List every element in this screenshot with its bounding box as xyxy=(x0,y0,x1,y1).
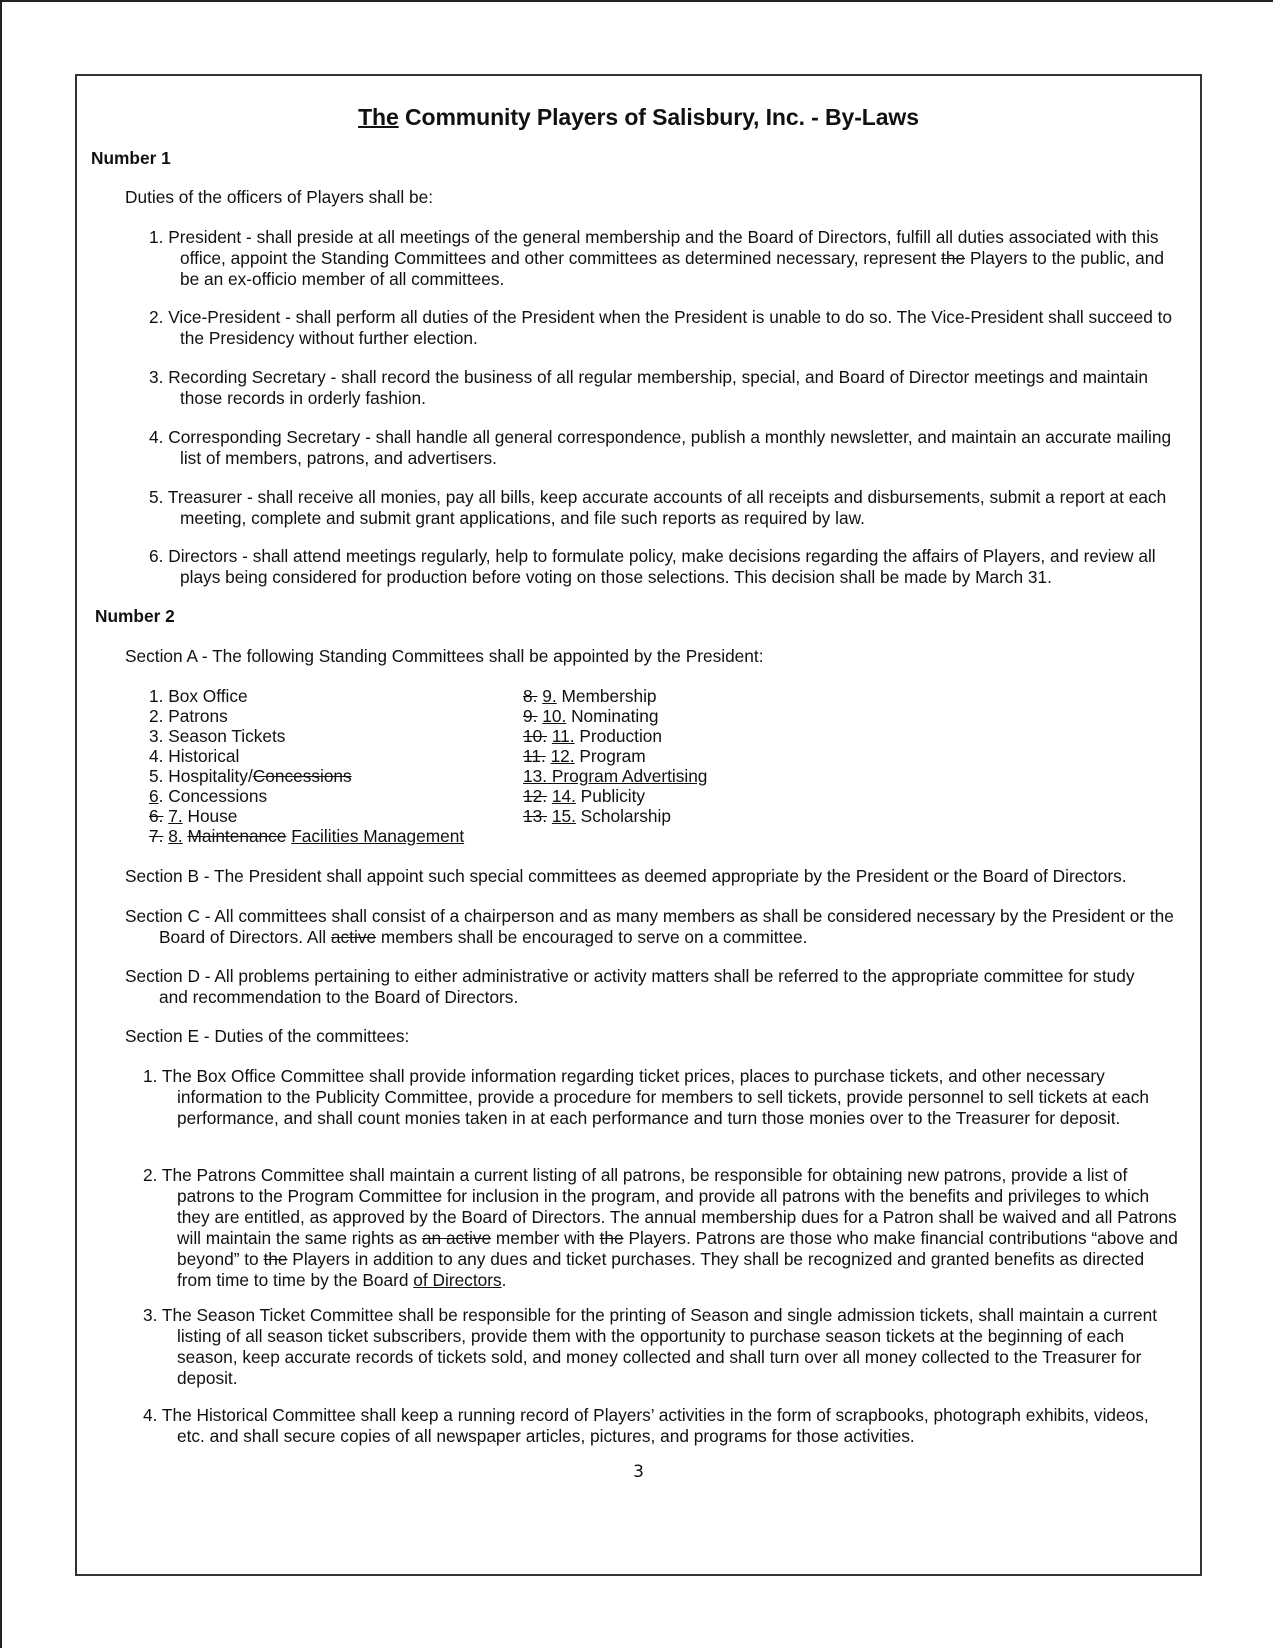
struck-text: the xyxy=(941,248,966,268)
committee-item: 9. 10. Nominating xyxy=(523,706,659,726)
committee-item: 6. Concessions xyxy=(149,786,268,806)
committee-item: 6. 7. House xyxy=(149,806,238,826)
document-title xyxy=(77,104,1200,131)
committee-duty-box-office: 1. The Box Office Committee shall provide information regarding ticket prices, places to purchase tickets, and other necessary information to the Publicity Committee, provide a procedure for members to sell tickets, provide personnel to sell tickets at each performance, and shall count monies taken in at each performance and turn those monies over to the Treasurer for deposit. xyxy=(143,1066,1150,1128)
committee-duty-historical: 4. The Historical Committee shall keep a running record of Players’ activities in the form of scrapbooks, photograph exhibits, videos, etc. and shall secure copies of all newspaper articles, pictures, and programs for those activities. xyxy=(143,1405,1149,1446)
title-text: Community Players of Salisbury, Inc. - By-Laws xyxy=(398,104,919,130)
committee-duty-patrons: 2. The Patrons Committee shall maintain a current listing of all patrons, be responsible for obtaining new patrons, provide a list of patrons to the Program Committee for inclusion in the program, and provide all patrons with the benefits and privileges to which they are entitled, as approved by the Board of Directors. The annual membership dues for a Patron shall be waived and all Patrons will maintain the same rights as an active member with the Players. Patrons are those who make financial contributions “above and beyond” to the Players in addition to any dues and ticket purchases. They shall be recognized and granted benefits as directed from time to time by the Board of Directors. xyxy=(143,1165,1178,1290)
page-border xyxy=(75,74,1202,1576)
committee-item: 10. 11. Production xyxy=(523,726,663,746)
number-1-heading: Number 1 xyxy=(91,148,171,168)
officers-intro: Duties of the officers of Players shall be: xyxy=(125,187,434,207)
committee-duty-season-ticket: 3. The Season Ticket Committee shall be responsible for the printing of Season and single admission tickets, shall maintain a current listing of all season ticket subscribers, provide them with the opportunity to purchase season tickets at the beginning of each season, keep accurate records of tickets sold, and money collected and shall turn over all money collected to the Treasurer for deposit. xyxy=(143,1305,1158,1388)
section-a: Section A - The following Standing Committees shall be appointed by the President: xyxy=(125,646,764,666)
committee-item: 13. Program Advertising xyxy=(523,766,708,786)
officer-duty-corresponding-secretary: 4. Corresponding Secretary - shall handle all general correspondence, publish a monthly newsletter, and maintain an accurate mailing list of members, patrons, and advertisers. xyxy=(149,427,1172,468)
committee-item: 8. 9. Membership xyxy=(523,686,657,706)
committee-item: 5. Hospitality/Concessions xyxy=(149,766,352,786)
committee-item: 1. Box Office xyxy=(149,686,248,706)
officer-duty-recording-secretary: 3. Recording Secretary - shall record the business of all regular membership, special, and Board of Director meetings and maintain those records in orderly fashion. xyxy=(149,367,1148,408)
section-e: Section E - Duties of the committees: xyxy=(125,1026,410,1046)
officer-duty-directors: 6. Directors - shall attend meetings regularly, help to formulate policy, make decisions regarding the affairs of Players, and review all plays being considered for production before voting on those selections. This decision shall be made by March 31. xyxy=(149,546,1156,587)
title-underlined-word: The xyxy=(358,104,399,130)
officer-duty-vice-president: 2. Vice-President - shall perform all duties of the President when the President is unable to do so. The Vice-President shall succeed to the Presidency without further election. xyxy=(149,307,1173,348)
officer-duty-treasurer: 5. Treasurer - shall receive all monies, pay all bills, keep accurate accounts of all receipts and disbursements, submit a report at each meeting, complete and submit grant applications, and file such reports as required by law. xyxy=(149,487,1167,528)
page-number: 3 xyxy=(633,1462,644,1482)
section-b: Section B - The President shall appoint such special committees as deemed appropriate by the President or the Board of Directors. xyxy=(125,866,1127,886)
committee-item: 3. Season Tickets xyxy=(149,726,286,746)
committee-item: 13. 15. Scholarship xyxy=(523,806,671,826)
committee-item: 12. 14. Publicity xyxy=(523,786,646,806)
committee-item: 7. 8. Maintenance Facilities Management xyxy=(149,826,465,846)
section-d: Section D - All problems pertaining to either administrative or activity matters shall be referred to the appropriate committee for study and recommendation to the Board of Directors. xyxy=(125,966,1135,1007)
committee-item: 2. Patrons xyxy=(149,706,228,726)
section-c: Section C - All committees shall consist of a chairperson and as many members as shall be considered necessary by the President or the Board of Directors. All active members shall be encouraged to serve on a committee. xyxy=(125,906,1174,947)
committee-item: 11. 12. Program xyxy=(523,746,646,766)
officer-duty-president: 1. President - shall preside at all meetings of the general membership and the Board of Directors, fulfill all duties associated with this office, appoint the Standing Committees and other committees as determined necessary, represent the Players to the public, and be an ex-officio member of all committees. xyxy=(149,227,1164,289)
committee-item: 4. Historical xyxy=(149,746,240,766)
number-2-heading: Number 2 xyxy=(95,606,175,626)
